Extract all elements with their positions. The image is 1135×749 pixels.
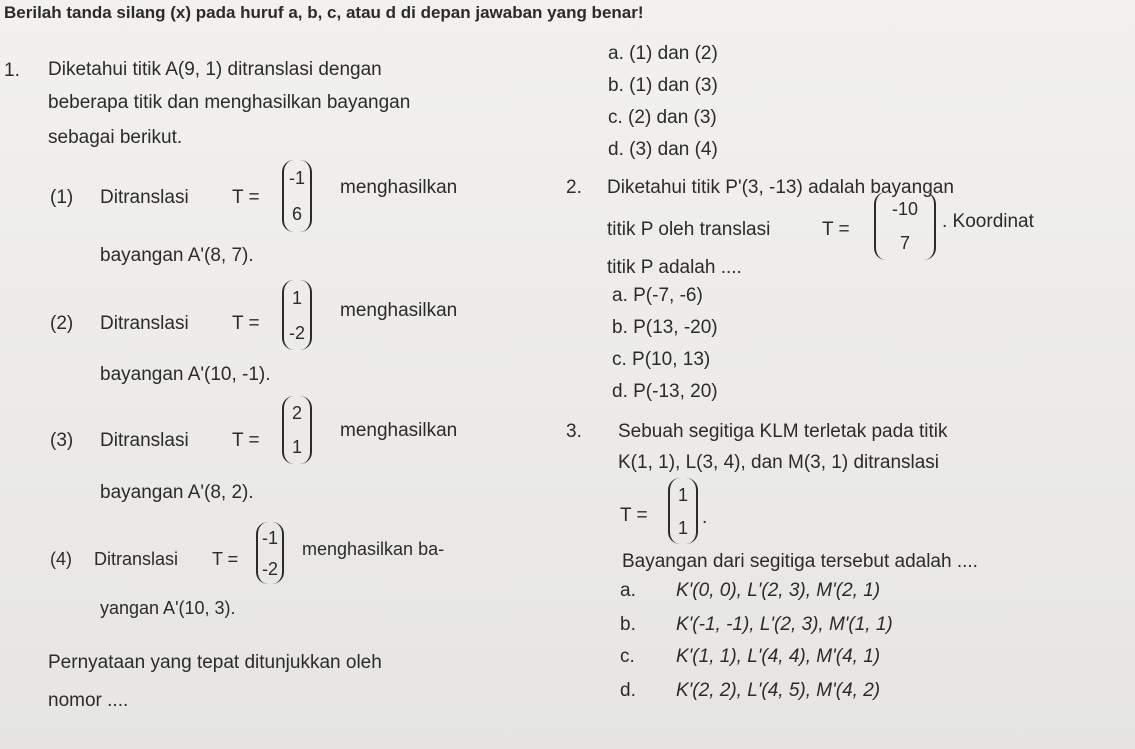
q2-line-2-post: . Koordinat — [942, 211, 1034, 232]
matrix-bottom: 7 — [899, 233, 910, 253]
matrix-bottom: -2 — [288, 322, 305, 343]
matrix-top: 2 — [291, 403, 302, 423]
q1-option-d[interactable]: d. (3) dan (4) — [608, 139, 718, 160]
q1-option-b[interactable]: b. (1) dan (3) — [608, 75, 718, 96]
q3-option-b-letter[interactable]: b. — [620, 614, 636, 635]
q3-option-b[interactable]: K'(-1, -1), L'(2, 3), M'(1, 1) — [676, 614, 893, 635]
q3-line-1: Sebuah segitiga KLM terletak pada titik — [618, 421, 948, 442]
instructions-header: Berilah tanda silang (x) pada huruf a, b, c, atau d di depan jawaban yang benar! — [4, 3, 644, 22]
q2-option-a[interactable]: a. P(-7, -6) — [612, 285, 703, 306]
q2-line-2: titik P oleh translasi — [607, 219, 771, 240]
q3-option-c-letter[interactable]: c. — [620, 646, 635, 667]
matrix-bottom: 1 — [291, 437, 302, 457]
q3-option-a-letter[interactable]: a. — [620, 580, 636, 601]
q1-statement-1-post: menghasilkan — [340, 177, 458, 198]
q1-intro-line-3: sebagai berikut. — [48, 127, 183, 148]
matrix-top: 1 — [291, 287, 302, 308]
q1-statement-1-t: T = — [232, 187, 260, 208]
matrix-top: 1 — [677, 484, 688, 505]
q1-statement-2-text: Ditranslasi — [100, 313, 189, 334]
q2-matrix — [874, 192, 936, 260]
q1-option-c[interactable]: c. (2) dan (3) — [608, 107, 717, 128]
q2-option-b[interactable]: b. P(13, -20) — [612, 317, 718, 338]
q2-line-3: titik P adalah .... — [607, 257, 742, 278]
q1-statement-3-text: Ditranslasi — [100, 430, 189, 451]
matrix-bottom: 6 — [291, 204, 302, 224]
q1-statement-1-matrix — [282, 160, 312, 232]
matrix-bottom: -2 — [261, 558, 278, 579]
q1-intro-line-1: Diketahui titik A(9, 1) ditranslasi dengan — [48, 59, 382, 80]
q3-line-4: Bayangan dari segitiga tersebut adalah .... — [622, 551, 978, 572]
q1-statement-4-result: yangan A'(10, 3). — [100, 598, 236, 618]
q2-line-1: Diketahui titik P'(3, -13) adalah bayangan — [607, 177, 954, 198]
q3-option-d-letter[interactable]: d. — [620, 680, 636, 701]
q1-question-line-2: nomor .... — [48, 690, 129, 711]
q1-question-line-1: Pernyataan yang tepat ditunjukkan oleh — [48, 652, 382, 673]
q2-number: 2. — [566, 177, 582, 198]
q1-statement-4-t: T = — [212, 549, 239, 569]
q3-matrix — [668, 478, 698, 544]
q3-option-c[interactable]: K'(1, 1), L'(4, 4), M'(4, 1) — [676, 646, 881, 667]
q1-statement-4-label: (4) — [50, 549, 72, 569]
matrix-bottom: 1 — [677, 517, 688, 538]
q3-number: 3. — [566, 421, 582, 442]
q1-statement-4-text: Ditranslasi — [94, 549, 179, 569]
q1-statement-2-matrix — [282, 280, 312, 350]
q1-statement-3-t: T = — [232, 430, 260, 451]
q1-statement-2-post: menghasilkan — [340, 300, 458, 321]
q1-statement-3-post: menghasilkan — [340, 420, 458, 441]
q2-t: T = — [822, 219, 850, 240]
q1-statement-2-t: T = — [232, 313, 260, 334]
q1-option-a[interactable]: a. (1) dan (2) — [608, 43, 718, 64]
matrix-top: -1 — [261, 527, 278, 548]
q3-t: T = — [620, 505, 648, 526]
q3-option-a[interactable]: K'(0, 0), L'(2, 3), M'(2, 1) — [676, 580, 881, 601]
q1-statement-3-matrix — [282, 396, 312, 464]
q1-statement-1-result: bayangan A'(8, 7). — [100, 245, 254, 266]
q1-statement-1-text: Ditranslasi — [100, 187, 189, 208]
q1-intro-line-2: beberapa titik dan menghasilkan bayangan — [48, 92, 411, 113]
q1-statement-2-label: (2) — [50, 313, 74, 334]
q1-statement-2-result: bayangan A'(10, -1). — [100, 364, 271, 385]
q1-statement-1-label: (1) — [50, 187, 74, 208]
q2-option-d[interactable]: d. P(-13, 20) — [612, 381, 718, 402]
q1-statement-3-label: (3) — [50, 430, 74, 451]
q1-number: 1. — [4, 60, 20, 81]
q3-t-post: . — [702, 507, 708, 528]
matrix-top: -1 — [288, 168, 305, 188]
q1-statement-4-matrix — [256, 522, 284, 584]
q1-statement-3-result: bayangan A'(8, 2). — [100, 482, 254, 503]
q2-option-c[interactable]: c. P(10, 13) — [612, 349, 711, 370]
q3-option-d[interactable]: K'(2, 2), L'(4, 5), M'(4, 2) — [676, 680, 881, 701]
q1-statement-4-post: menghasilkan ba- — [302, 539, 445, 559]
q3-line-2: K(1, 1), L(3, 4), dan M(3, 1) ditranslasi — [618, 452, 940, 473]
matrix-top: -10 — [891, 199, 918, 219]
